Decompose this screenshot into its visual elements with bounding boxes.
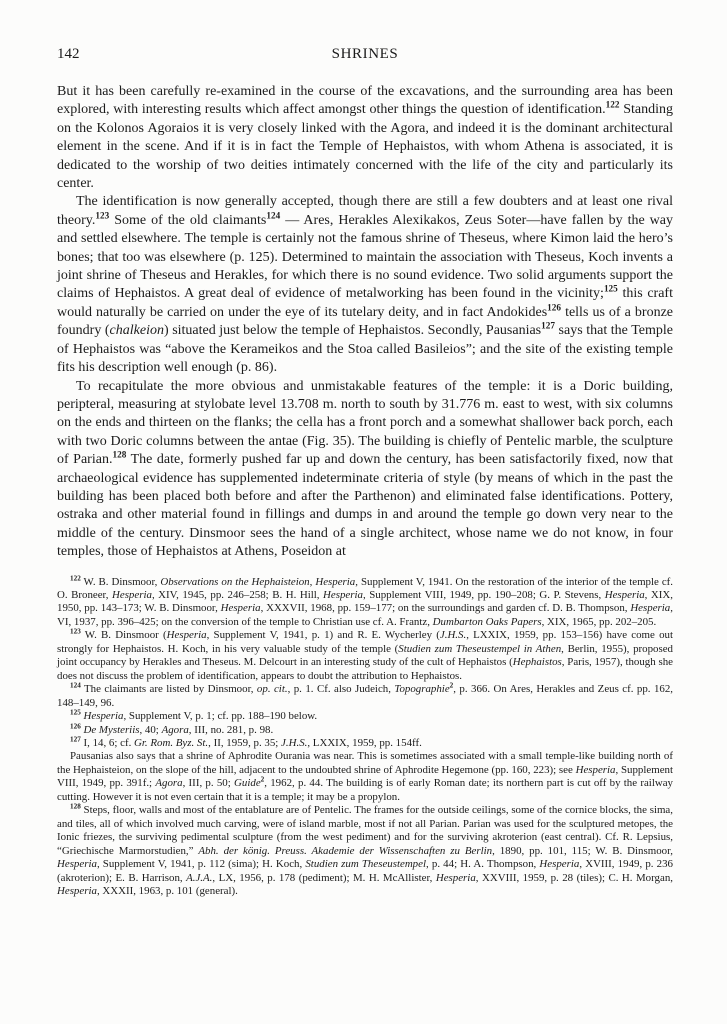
footnote-123: $^{123}$ W. B. Dinsmoor (Hesperia, Supplement V, 1941, p. 1) and R. E. Wycherley (J.H.S., LXXIX, 1959, pp. 153–156) have come out strongly for Hephaistos. H. Koch, in his very valuable study of the temple (Studien zum Theseustempel in Athen, Berlin, 1955), proposed joint occupancy by Herakles and Theseus. M. Delcourt in an interesting study of the cult of Hephaistos (Hephaistos, Paris, 1957), though she does not discuss the problem of identification, appears to doubt the attribution to Hephaistos. xyxy=(57,627,674,682)
page-number: 142 xyxy=(57,46,80,62)
footnote-125: $^{125}$ Hesperia, Supplement V, p. 1; cf. pp. 188–190 below. xyxy=(70,708,318,723)
body-text xyxy=(57,83,673,562)
page-header xyxy=(57,46,673,65)
body-paragraph-1: But it has been carefully re-examined in the course of the excavations, and the surrounding area has been explored, with interesting results which affect amongst other things the question of identification.$^{122}$ Standing on the Kolonos Agoraios it is very closely linked with the Agora, and indeed it is the dominant architectural element in the scene. And if it is in fact the Temple of Hephaistos, with whom Athena is associated, it is dedicated to the worship of two deities intimately concerned with the life of the city and particularly its center. xyxy=(57,84,673,192)
footnote-124: $^{124}$ The claimants are listed by Dinsmoor, op. cit., p. 1. Cf. also Judeich, Topographie$^2$, p. 366. On Ares, Herakles and Zeus cf. pp. 162, 148–149, 96. xyxy=(57,681,673,709)
footnote-127: $^{127}$ I, 14, 6; cf. Gr. Rom. Byz. St., II, 1959, p. 35; J.H.S., LXXIX, 1959, pp. 154ff. xyxy=(70,735,422,749)
running-head-title: SHRINES xyxy=(331,46,399,62)
footnote-122: $^{122}$ W. B. Dinsmoor, Observations on the Hephaisteion, Hesperia, Supplement V, 1941. On the restoration of the interior of the temple cf. O. Broneer, Hesperia, XIV, 1945, pp. 246–258; B. H. Hill, Hesperia, Supplement VIII, 1949, pp. 190–208; G. P. Stevens, Hesperia, XIX, 1950, pp. 143–173; W. B. Dinsmoor, Hesperia, XXXVII, 1968, pp. 159–177; on the surroundings and garden cf. D. B. Thompson, Hesperia, VI, 1937, pp. 396–425; on the conversion of the temple to Christian use cf. A. Frantz, Dumbarton Oaks Papers, XIX, 1965, pp. 202–205. xyxy=(57,573,674,628)
footnotes-section xyxy=(57,573,674,899)
footnote-126: $^{126}$ De Mysteriis, 40; Agora, III, no. 281, p. 98. xyxy=(70,721,274,736)
text-block xyxy=(57,46,673,898)
body-paragraph-3: To recapitulate the more obvious and unmistakable features of the temple: it is a Doric building, peripteral, measuring at stylobate level 13.708 m. north to south by 31.776 m. east to west, with six columns on the ends and thirteen on the flanks; the cella has a front porch and a somewhat shallower back porch, each with two Doric columns between the antae (Fig. 35). The building is chiefly of Pentelic marble, the sculpture of Parian.$^{128}$ The date, formerly pushed far up and down the century, has been satisfactorily fixed, now that archaeological evidence has supplemented indeterminate criteria of style (by means of which in the past the building has been placed both before and after the Parthenon) and eliminated false identifications. Pottery, ostraka and other material found in fillings and dumps in and around the temple go down very near to the middle of the century. Dinsmoor sees the hand of a single architect, whose name we do not know, in four temples, those of Hephaistos at Athens, Poseidon at xyxy=(57,378,673,560)
body-paragraph-2: The identification is now generally accepted, though there are still a few doubters and at least one rival theory.$^{123}$ Some of the old claimants$^{124}$ — Ares, Herakles Alexikakos, Zeus Soter—have fallen by the way and settled elsewhere. The temple is certainly not the famous shrine of Theseus, where Kimon laid the hero’s bones; that too was elsewhere (p. 125). Determined to maintain the association with Theseus, Koch invents a joint shrine of Theseus and Herakles, for which there is no sound evidence. Two solid arguments support the claims of Hephaistos. A great deal of evidence of metalworking has been found in the vicinity;$^{125}$ this craft would naturally be carried on under the eye of its tutelary deity, and in fact Andokides$^{126}$ tells us of a bronze foundry (chalkeion) situated just below the temple of Hephaistos. Secondly, Pausanias$^{127}$ says that the Temple of Hephaistos was “above the Kerameikos and the Stoa called Basileios”; and the site of the existing temple fits his description well enough (p. 86). xyxy=(57,194,673,376)
footnote-unnumbered-pausanias: Pausanias also says that a shrine of Aphrodite Ourania was near. This is sometimes associated with a small temple-like building north of the Hephaisteion, on the slope of the hill, adjacent to the undoubted shrine of Aphrodite Hegemone (pp. 160, 223); see Hesperia, Supplement VIII, 1949, pp. 391f.; Agora, III, p. 50; Guide$^2$, 1962, p. 44. The building is of early Roman date; its northern part is cut off by the railway cutting. However it is not even certain that it is a temple; it may be a propylon. xyxy=(57,750,673,803)
footnote-128: $^{128}$ Steps, floor, walls and most of the entablature are of Pentelic. The frames for the outside ceilings, some of the cornice blocks, the sima, and tiles, all of which involved much carving, were of island marble, most if not all Parian. Parian was used for the sculptured metopes, the Ionic friezes, the surviving pedimental sculpture (from the west pediment) and for the surviving akroterion (east central). Cf. R. Lepsius, “Griechische Marmorstudien,” Abh. der könig. Preuss. Akademie der Wissenschaften zu Berlin, 1890, pp. 101, 115; W. B. Dinsmoor, Hesperia, Supplement V, 1941, p. 112 (sima); H. Koch, Studien zum Theseustempel, p. 44; H. A. Thompson, Hesperia, XVIII, 1949, p. 236 (akroterion); E. B. Harrison, A.J.A., LX, 1956, p. 178 (pediment); M. H. McAllister, Hesperia, XXVIII, 1959, p. 28 (tiles); C. H. Morgan, Hesperia, XXXII, 1963, p. 101 (general). xyxy=(57,802,673,897)
